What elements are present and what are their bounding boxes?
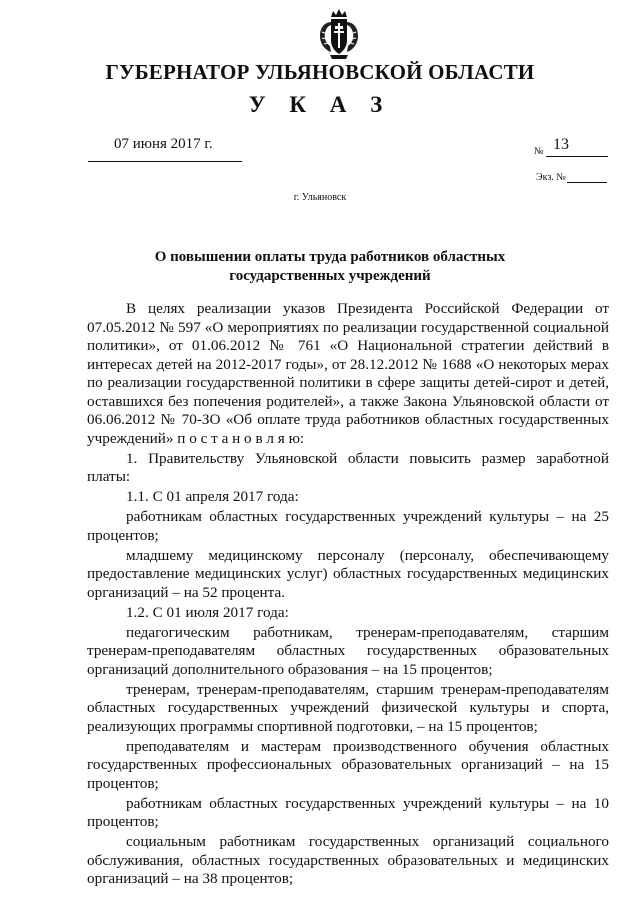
clause-item: педагогическим работникам, тренерам-преподавателям, старшим тренерам-преподавателям областных государственных образовательных организаций дополнительного образования – на 15 процентов; xyxy=(87,623,609,678)
decree-body xyxy=(87,300,609,890)
date-underline xyxy=(88,161,242,162)
clause-item: социальным работникам государственных организаций социального обслуживания, областных государственных образовательных и медицинских организаций – на 38 процентов; xyxy=(87,833,609,887)
city-label: г. Ульяновск xyxy=(293,192,347,203)
clause-item: тренерам, тренерам-преподавателям, старшим тренерам-преподавателям областных государственных учреждений физической культуры и спорта, реализующих программы спортивной подготовки, – на 15 процентов; xyxy=(87,680,609,735)
number-label: № xyxy=(534,146,544,157)
copy-number-label: Экз. № xyxy=(536,172,566,183)
number-underline xyxy=(546,156,608,157)
document-type-heading: У К А З xyxy=(248,92,392,117)
decree-date: 07 июня 2017 г. xyxy=(114,136,213,152)
clause-item: преподавателям и мастерам производственного обучения областных государственных профессиональных образовательных организаций – на 15 процентов; xyxy=(87,737,609,792)
copy-number-underline xyxy=(567,182,607,183)
clause-item: младшему медицинскому персоналу (персоналу, обеспечивающему предоставление медицинских услуг) областных государственных медицинских организаций – на 52 процента. xyxy=(87,546,609,601)
coat-of-arms-icon xyxy=(318,8,360,60)
authority-heading: ГУБЕРНАТОР УЛЬЯНОВСКОЙ ОБЛАСТИ xyxy=(105,60,535,84)
decree-title-line-2: государственных учреждений xyxy=(229,268,431,284)
clause-item: работникам областных государственных учреждений культуры – на 10 процентов; xyxy=(87,794,609,830)
decree-title xyxy=(120,248,540,286)
preamble-paragraph: В целях реализации указов Президента Российской Федерации от 07.05.2012 № 597 «О мероприятиях по реализации государственной социальной политики», от 01.06.2012 № 761 «О Национальной стратегии действий в интересах детей на 2012-2017 годы», от 28.12.2012 № 1688 «О некоторых мерах по реализации государственной политики в сфере защиты детей-сирот и детей, оставшихся без попечения родителей», а также Закона Ульяновской области от 06.06.2012 № 70-ЗО «Об оплате труда работников областных государственных учреждений» п о с т а н о в л я ю: xyxy=(87,300,609,447)
clause-item: работникам областных государственных учреждений культуры – на 25 процентов; xyxy=(87,508,609,544)
clause-1-2: 1.2. С 01 июля 2017 года: xyxy=(126,603,289,621)
decree-number: 13 xyxy=(553,136,569,153)
clause-1-1: 1.1. С 01 апреля 2017 года: xyxy=(126,488,299,505)
clause-1: 1. Правительству Ульяновской области повысить размер заработной платы: xyxy=(87,449,609,485)
decree-title-line-1: О повышении оплаты труда работников областных xyxy=(154,249,506,265)
